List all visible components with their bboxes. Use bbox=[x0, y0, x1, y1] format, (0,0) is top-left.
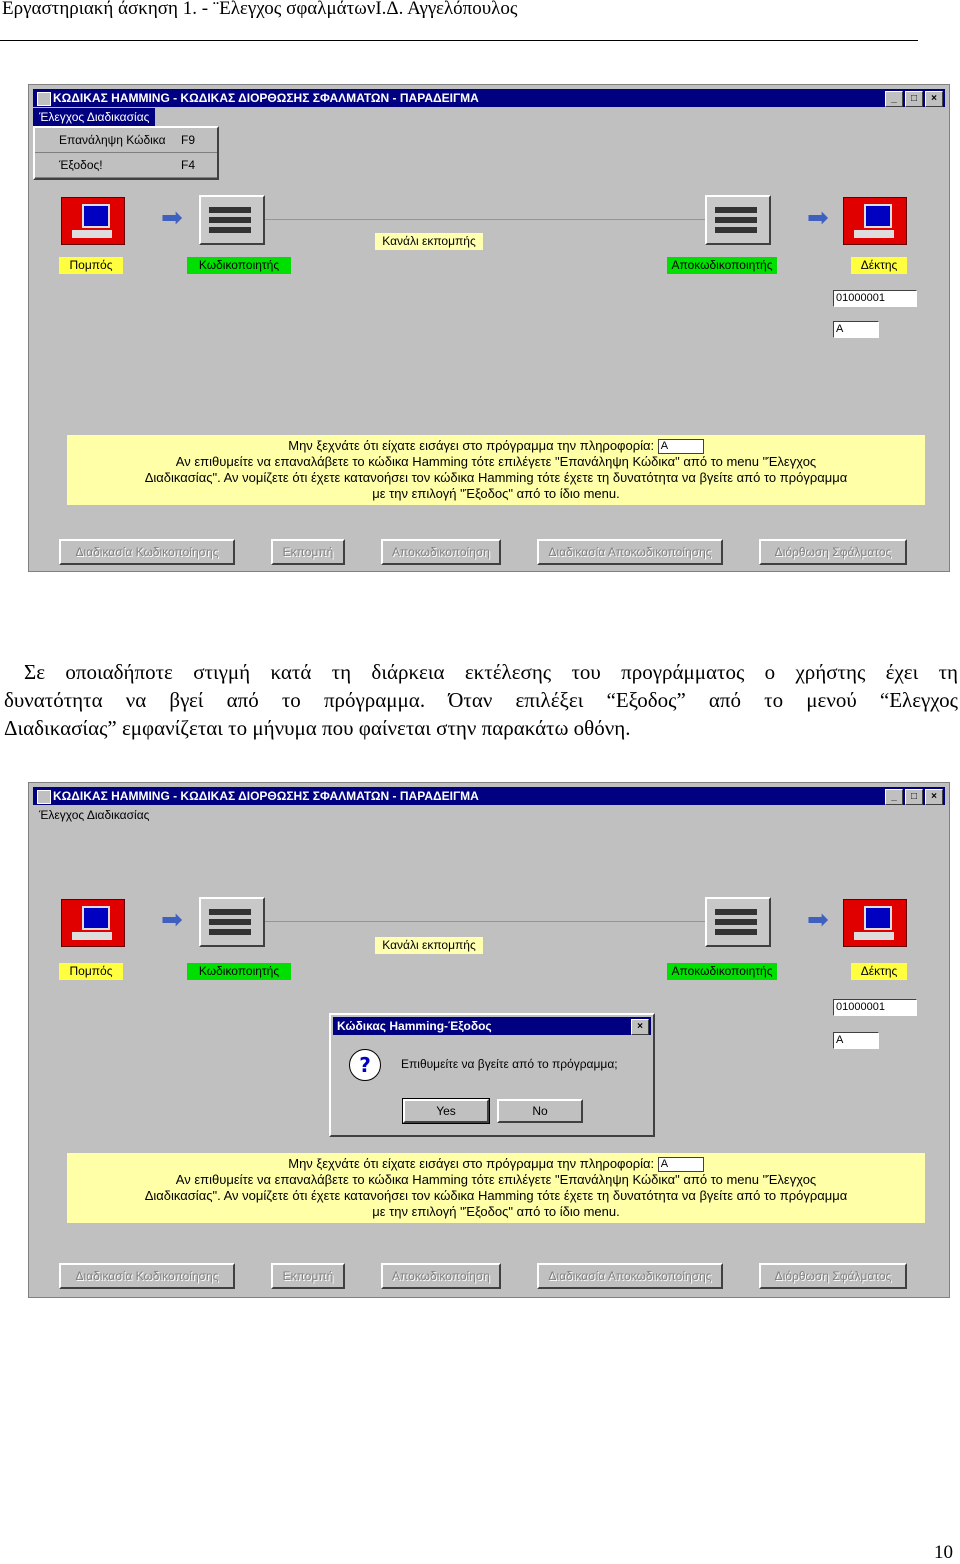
decode-process-button[interactable]: Διαδικασία Αποκωδικοποίησης bbox=[537, 539, 723, 565]
decoder-device-icon bbox=[705, 195, 771, 245]
decoder-label: Αποκωδικοποιητής bbox=[667, 257, 777, 274]
menu-process-control[interactable]: Έλεγχος Διαδικασίας bbox=[33, 108, 155, 126]
window-title: ΚΩΔΙΚΑΣ HAMMING - ΚΩΔΙΚΑΣ ΔΙΟΡΘΩΣΗΣ ΣΦΑΛΜΑΤΩΝ - ΠΑΡΑΔΕΙΓΜΑ bbox=[53, 789, 479, 803]
body-paragraph: Σε οποιαδήποτε στιγμή κατά τη διάρκεια εκτέλεσης του προγράμματος ο χρήστης έχει τη δυνατότητα να βγεί από το πρόγραμμα. Όταν επιλέξει “Εξοδος” από το μενού “Ελεγχος Διαδικασίας” εμφανίζεται το μήνυμα που φαίνεται στην παρακάτω οθόνη. bbox=[4, 660, 958, 740]
menu-bar bbox=[33, 806, 945, 824]
page-header: Εργαστηριακή άσκηση 1. - ¨Ελεγχος σφαλμάτωνΙ.Δ. Αγγελόπουλος bbox=[2, 0, 518, 19]
action-buttons bbox=[29, 539, 949, 563]
yes-button[interactable]: Yes bbox=[403, 1099, 489, 1123]
action-buttons bbox=[29, 1263, 949, 1287]
dialog-close-icon[interactable]: × bbox=[631, 1019, 649, 1035]
minimize-icon[interactable]: _ bbox=[885, 789, 903, 805]
decode-button[interactable]: Αποκωδικοποίηση bbox=[381, 1263, 501, 1289]
menu-process-control[interactable]: Έλεγχος Διαδικασίας bbox=[39, 808, 150, 822]
app-icon bbox=[37, 92, 51, 106]
minimize-icon[interactable]: _ bbox=[885, 91, 903, 107]
received-code-field[interactable]: 01000001 bbox=[833, 290, 917, 307]
received-code-field[interactable]: 01000001 bbox=[833, 999, 917, 1016]
receiver-computer-icon bbox=[843, 899, 907, 947]
menu-item-exit[interactable]: Έξοδος! F4 bbox=[35, 153, 217, 178]
sender-computer-icon bbox=[61, 197, 125, 245]
close-icon[interactable]: × bbox=[925, 789, 943, 805]
arrow-right-icon: ➡ bbox=[161, 905, 183, 935]
encoder-device-icon bbox=[199, 195, 265, 245]
app-window-2 bbox=[28, 782, 950, 1298]
encode-process-button[interactable]: Διαδικασία Κωδικοποίησης bbox=[59, 1263, 235, 1289]
decoder-label: Αποκωδικοποιητής bbox=[667, 963, 777, 980]
dialog-title: Κώδικας Hamming-Έξοδος × bbox=[333, 1017, 651, 1035]
header-rule bbox=[0, 40, 918, 41]
receiver-label: Δέκτης bbox=[851, 257, 907, 274]
decode-button[interactable]: Αποκωδικοποίηση bbox=[381, 539, 501, 565]
window-title: ΚΩΔΙΚΑΣ HAMMING - ΚΩΔΙΚΑΣ ΔΙΟΡΘΩΣΗΣ ΣΦΑΛΜΑΤΩΝ - ΠΑΡΑΔΕΙΓΜΑ bbox=[53, 91, 479, 105]
sender-label: Πομπός bbox=[59, 257, 123, 274]
channel-line bbox=[265, 219, 705, 220]
menu-bar bbox=[33, 108, 945, 126]
app-window-1 bbox=[28, 84, 950, 572]
transmit-button[interactable]: Εκπομπή bbox=[271, 1263, 345, 1289]
sender-label: Πομπός bbox=[59, 963, 123, 980]
decoder-device-icon bbox=[705, 897, 771, 947]
arrow-right-icon: ➡ bbox=[807, 905, 829, 935]
arrow-right-icon: ➡ bbox=[807, 203, 829, 233]
correct-error-button[interactable]: Διόρθωση Σφάλματος bbox=[759, 539, 907, 565]
info-input-field[interactable]: A bbox=[658, 439, 704, 454]
channel-label: Κανάλι εκπομπής bbox=[375, 233, 483, 250]
encode-process-button[interactable]: Διαδικασία Κωδικοποίησης bbox=[59, 539, 235, 565]
window-title-bar bbox=[33, 787, 945, 805]
encoder-device-icon bbox=[199, 897, 265, 947]
menu-item-repeat[interactable]: Επανάληψη Κώδικα F9 bbox=[35, 128, 217, 153]
receiver-computer-icon bbox=[843, 197, 907, 245]
info-input-field[interactable]: A bbox=[658, 1157, 704, 1172]
receiver-label: Δέκτης bbox=[851, 963, 907, 980]
sender-computer-icon bbox=[61, 899, 125, 947]
page-number: 10 bbox=[934, 1542, 953, 1563]
correct-error-button[interactable]: Διόρθωση Σφάλματος bbox=[759, 1263, 907, 1289]
info-notice: Μην ξεχνάτε ότι είχατε εισάγει στο πρόγραμμα την πληροφορία: A Αν επιθυμείτε να επαναλάβετε το κώδικα Hamming τότε επιλέγετε "Επανάληψη Κώδικα" από το menu "Έλεγχος Διαδικασίας". Αν νομίζετε ότι έχετε κατανοήσει τον κώδικα Hamming τότε έχετε τη δυνατότητα να βγείτε από το πρόγραμμα με την επιλογή "Έξοδος" από το ίδιο menu. bbox=[67, 1153, 925, 1223]
app-icon bbox=[37, 790, 51, 804]
arrow-right-icon: ➡ bbox=[161, 203, 183, 233]
close-icon[interactable]: × bbox=[925, 91, 943, 107]
maximize-icon[interactable]: □ bbox=[905, 91, 923, 107]
question-icon: ? bbox=[349, 1049, 381, 1081]
maximize-icon[interactable]: □ bbox=[905, 789, 923, 805]
exit-dialog bbox=[329, 1013, 655, 1137]
process-menu-dropdown bbox=[33, 126, 219, 180]
decode-process-button[interactable]: Διαδικασία Αποκωδικοποίησης bbox=[537, 1263, 723, 1289]
no-button[interactable]: No bbox=[497, 1099, 583, 1123]
received-char-field[interactable]: A bbox=[833, 1032, 879, 1049]
encoder-label: Κωδικοποιητής bbox=[187, 257, 291, 274]
dialog-message: Επιθυμείτε να βγείτε από το πρόγραμμα; bbox=[401, 1057, 618, 1071]
window-title-bar bbox=[33, 89, 945, 107]
encoder-label: Κωδικοποιητής bbox=[187, 963, 291, 980]
received-char-field[interactable]: A bbox=[833, 321, 879, 338]
info-notice: Μην ξεχνάτε ότι είχατε εισάγει στο πρόγραμμα την πληροφορία: A Αν επιθυμείτε να επαναλάβετε το κώδικα Hamming τότε επιλέγετε "Επανάληψη Κώδικα" από το menu "Έλεγχος Διαδικασίας". Αν νομίζετε ότι έχετε κατανοήσει τον κώδικα Hamming τότε έχετε τη δυνατότητα να βγείτε από το πρόγραμμα με την επιλογή "Έξοδος" από το ίδιο menu. bbox=[67, 435, 925, 505]
channel-label: Κανάλι εκπομπής bbox=[375, 937, 483, 954]
transmit-button[interactable]: Εκπομπή bbox=[271, 539, 345, 565]
channel-line bbox=[265, 921, 705, 922]
